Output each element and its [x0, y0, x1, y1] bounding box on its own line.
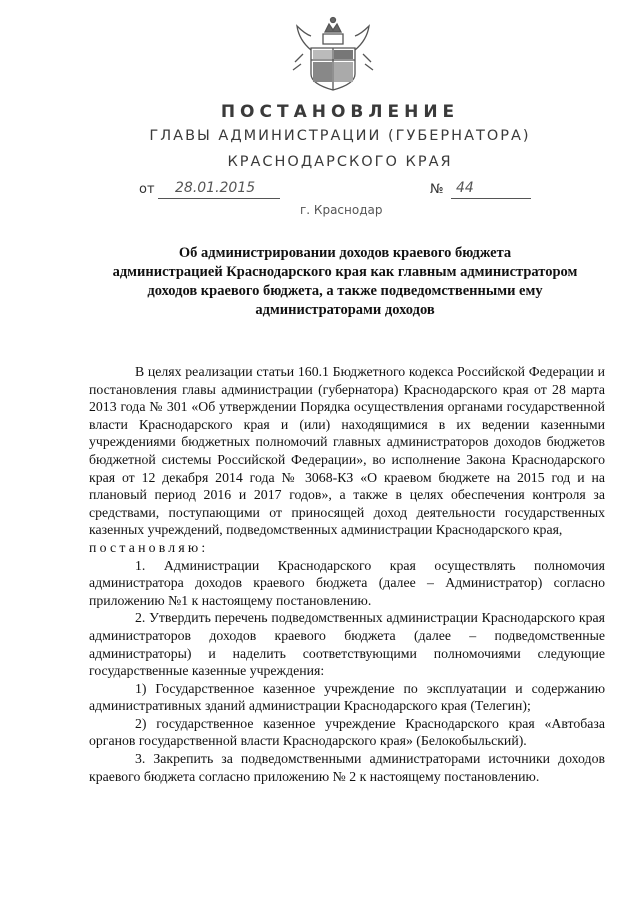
date-underline	[158, 198, 280, 199]
title-line: Об администрировании доходов краевого бюджета	[178, 245, 512, 261]
date-prefix: от	[139, 182, 155, 197]
item-2-1: 1) Государственное казенное учреждение по эксплуатации и содержанию административных зданий администрации Краснодарского края (Телегин);	[89, 680, 605, 714]
city-label: г. Краснодар	[300, 203, 383, 217]
date-value: 28.01.2015	[175, 180, 256, 196]
krasnodar-coat-of-arms-icon	[291, 10, 375, 94]
document-body	[89, 363, 605, 785]
decree-word: постановляю:	[89, 539, 209, 555]
number-underline	[451, 198, 531, 199]
document-type-heading: ПОСТАНОВЛЕНИЕ	[220, 102, 460, 122]
number-value: 44	[456, 180, 474, 196]
issuer-heading-line2: КРАСНОДАРСКОГО КРАЯ	[227, 154, 453, 170]
item-2: 2. Утвердить перечень подведомственных администрации Краснодарского края администраторов доходов краевого бюджета (далее – подведомственные администраторы) и наделить соответствующими полномочиями следующие государственные казенные учреждения:	[89, 610, 605, 679]
intro-paragraph: В целях реализации статьи 160.1 Бюджетного кодекса Российской Федерации и постановления главы администрации (губернатора) Краснодарского края от 28 марта 2013 года № 301 «Об утверждении Порядка осуществления органами государственной власти Краснодарского края и (или) находящимися в их ведении казенными учреждениями бюджетных полномочий главных администраторов доходов бюджетов бюджетной системы Российской Федерации», во исполнение Закона Краснодарского края от 12 декабря 2014 года № 3068-КЗ «О краевом бюджете на 2015 год и на плановый период 2016 и 2017 годов», а также в целях обеспечения контроля за средствами, поступающими от приносящей доход деятельности государственных казенных учреждений, подведомственных администрации Краснодарского края,	[89, 364, 605, 538]
title-line: администрацией Краснодарского края как главным администратором	[112, 264, 578, 280]
title-line: доходов краевого бюджета, а также подведомственными ему	[147, 283, 543, 299]
document-title	[100, 244, 590, 320]
issuer-heading-line1: ГЛАВЫ АДМИНИСТРАЦИИ (ГУБЕРНАТОРА)	[149, 128, 531, 144]
item-1: 1. Администрации Краснодарского края осуществлять полномочия администратора доходов краевого бюджета (далее – Администратор) согласно приложению №1 к настоящему постановлению.	[89, 557, 605, 608]
number-prefix: №	[430, 182, 444, 197]
item-2-2: 2) государственное казенное учреждение Краснодарского края «Автобаза органов государственной власти Краснодарского края» (Белокобыльский).	[89, 715, 605, 749]
item-3: 3. Закрепить за подведомственными администраторами источники доходов краевого бюджета согласно приложению № 2 к настоящему постановлению.	[89, 751, 605, 784]
title-line: администраторами доходов	[255, 302, 435, 318]
